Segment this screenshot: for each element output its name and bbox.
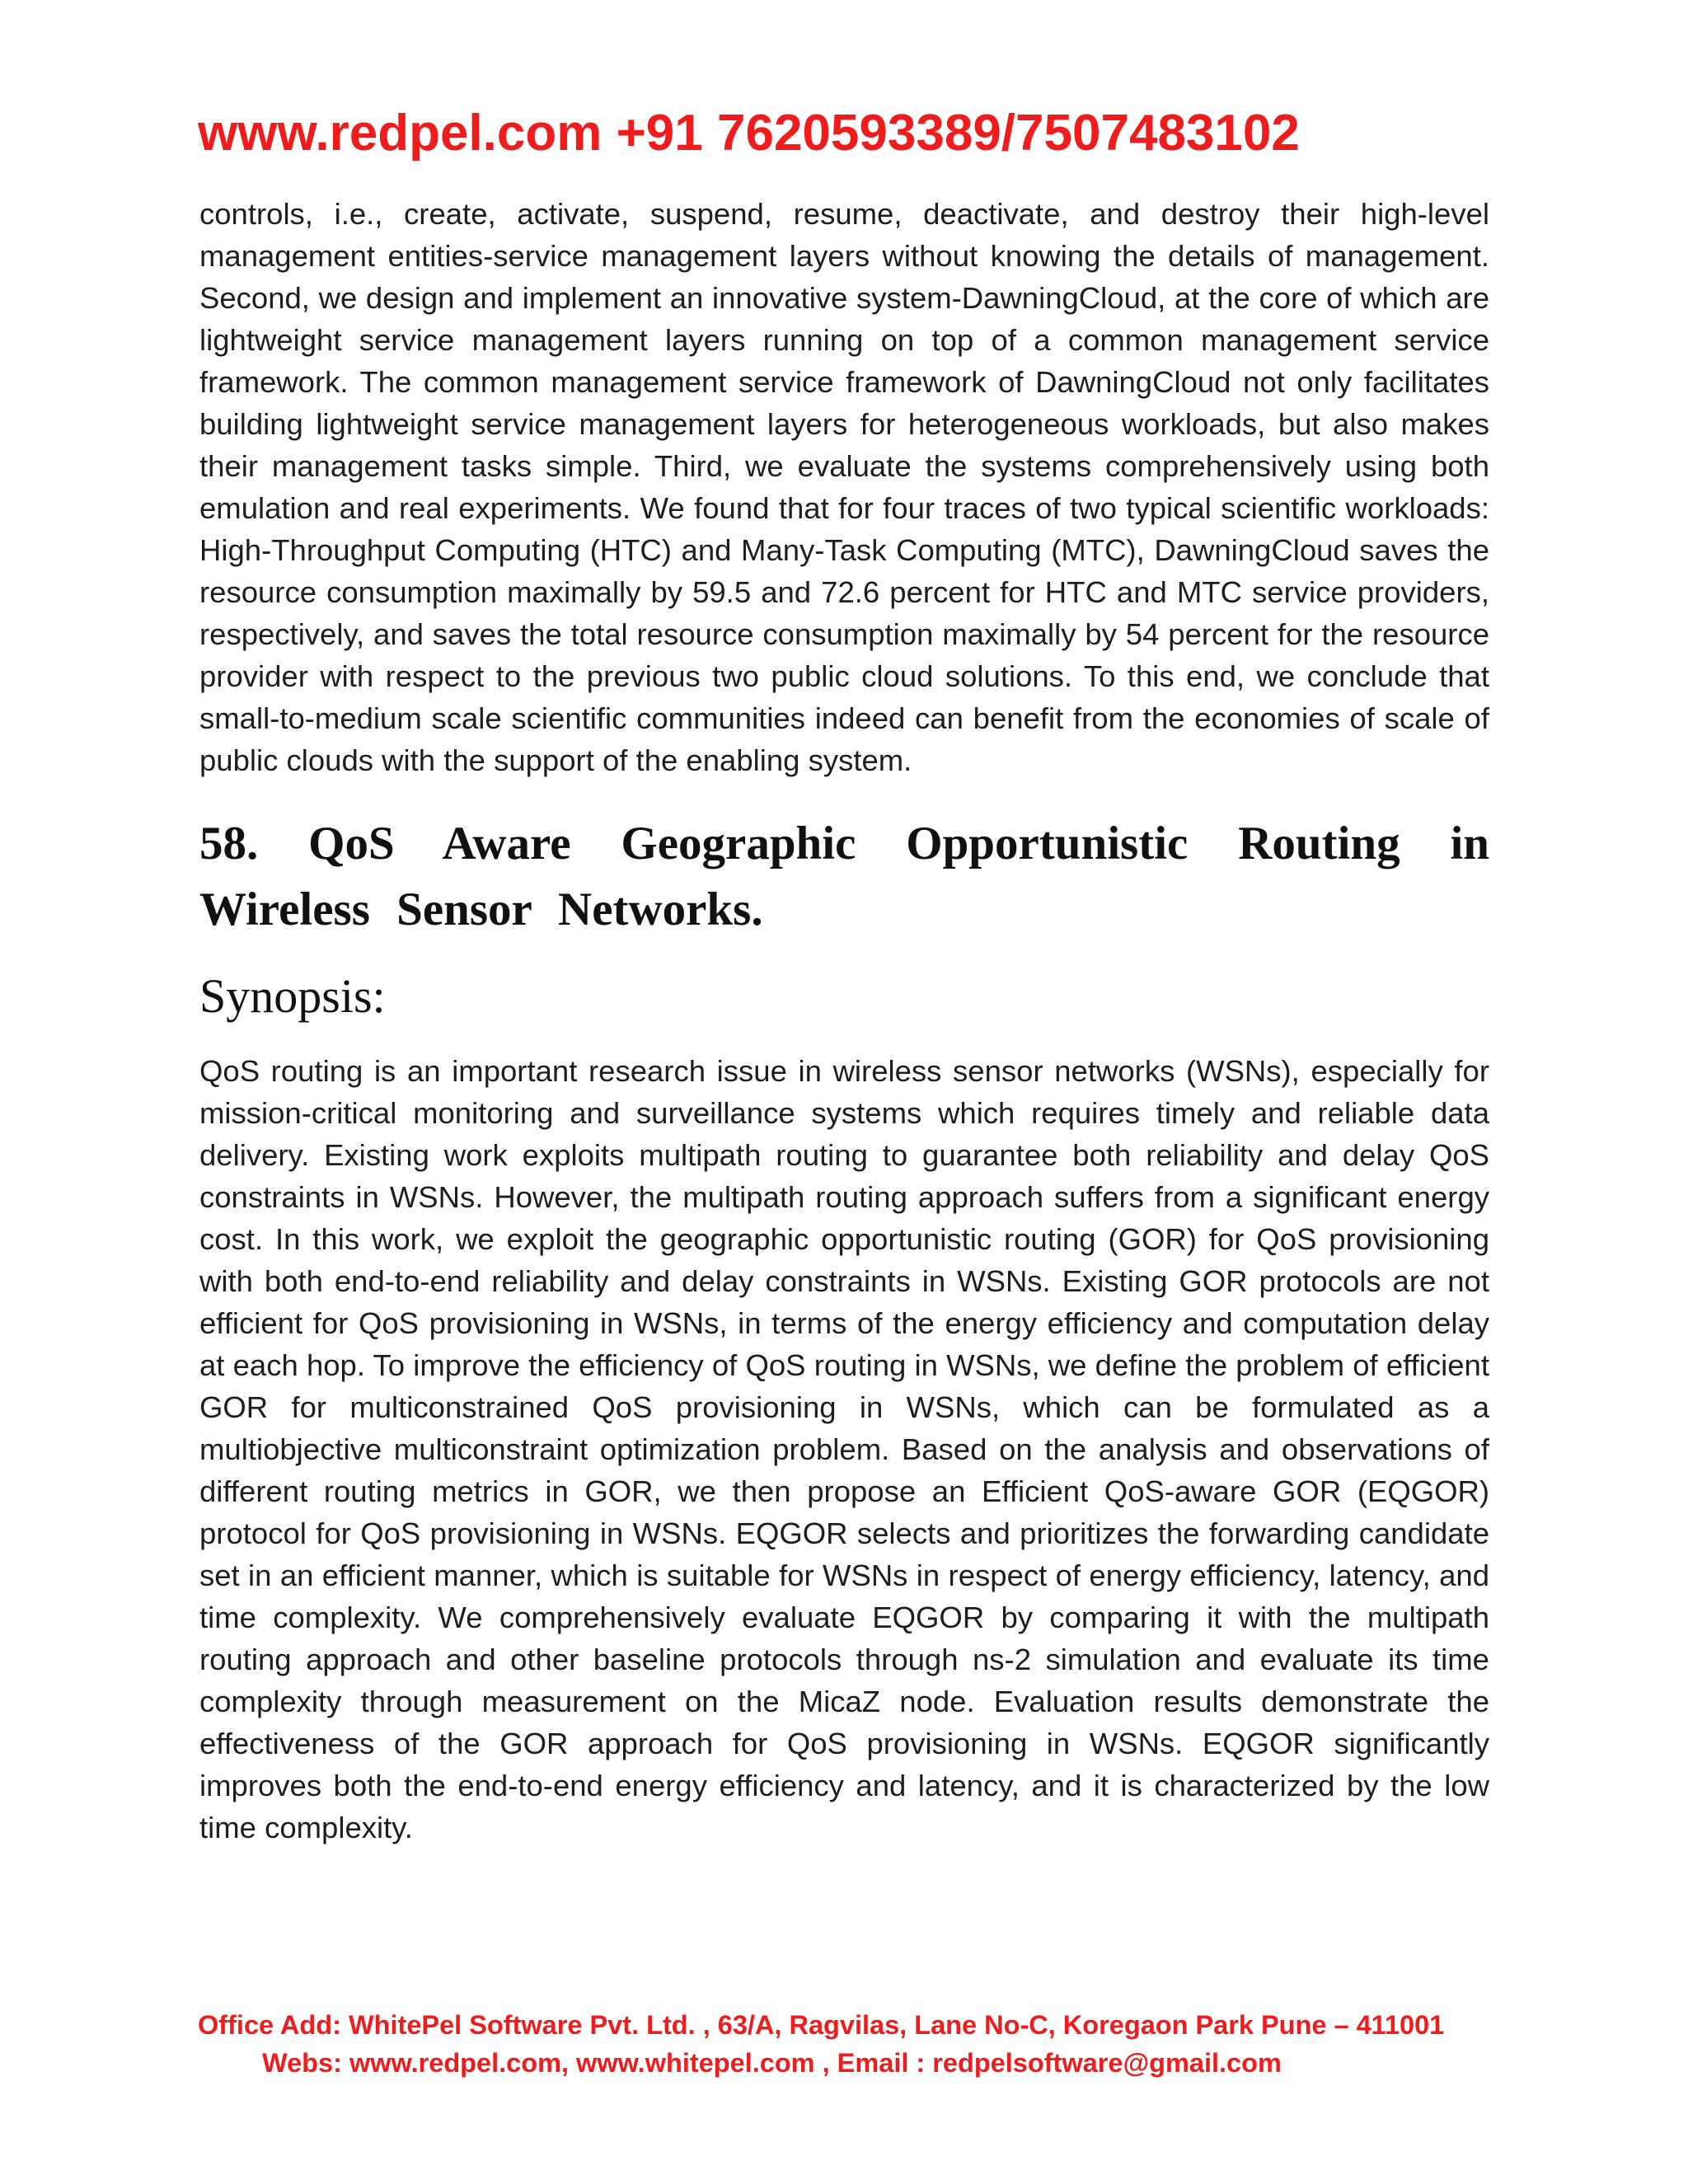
footer-address: Office Add: WhitePel Software Pvt. Ltd. , 63/A, Ragvilas, Lane No-C, Koregaon Park Pune – 411001 [198, 2010, 1445, 2040]
synopsis-heading: Synopsis: [199, 969, 386, 1023]
section-title: 58. QoS Aware Geographic Opportunistic Routing in Wireless Sensor Networks. [199, 818, 1489, 935]
header-contact-line: www.redpel.com +91 7620593389/7507483102 [198, 105, 1300, 162]
intro-paragraph: controls, i.e., create, activate, suspend, resume, deactivate, and destroy their high-level management entities-service management layers without knowing the details of management. Second, we design and implement an innovative system-DawningCloud, at the core of which are lightweight service management layers running on top of a common management service framework. The common management service framework of DawningCloud not only facilitates building lightweight service management layers for heterogeneous workloads, but also makes their management tasks simple. Third, we evaluate the systems comprehensively using both emulation and real experiments. We found that for four traces of two typical scientific workloads: High-Throughput Computing (HTC) and Many-Task Computing (MTC), DawningCloud saves the resource consumption maximally by 59.5 and 72.6 percent for HTC and MTC service providers, respectively, and saves the total resource consumption maximally by 54 percent for the resource provider with respect to the previous two public cloud solutions. To this end, we conclude that small-to-medium scale scientific communities indeed can benefit from the economies of scale of public clouds with the support of the enabling system. [199, 197, 1489, 777]
document-content [199, 193, 1489, 1849]
footer-web-email: Webs: www.redpel.com, www.whitepel.com , Email : redpelsoftware@gmail.com [262, 2048, 1282, 2078]
synopsis-paragraph: QoS routing is an important research issue in wireless sensor networks (WSNs), especially for mission-critical monitoring and surveillance systems which requires timely and reliable data delivery. Existing work exploits multipath routing to guarantee both reliability and delay QoS constraints in WSNs. However, the multipath routing approach suffers from a significant energy cost. In this work, we exploit the geographic opportunistic routing (GOR) for QoS provisioning with both end-to-end reliability and delay constraints in WSNs. Existing GOR protocols are not efficient for QoS provisioning in WSNs, in terms of the energy efficiency and computation delay at each hop. To improve the efficiency of QoS routing in WSNs, we define the problem of efficient GOR for multiconstrained QoS provisioning in WSNs, which can be formulated as a multiobjective multiconstraint optimization problem. Based on the analysis and observations of different routing metrics in GOR, we then propose an Efficient QoS-aware GOR (EQGOR) protocol for QoS provisioning in WSNs. EQGOR selects and prioritizes the forwarding candidate set in an efficient manner, which is suitable for WSNs in respect of energy efficiency, latency, and time complexity. We comprehensively evaluate EQGOR by comparing it with the multipath routing approach and other baseline protocols through ns-2 simulation and evaluate its time complexity through measurement on the MicaZ node. Evaluation results demonstrate the effectiveness of the GOR approach for QoS provisioning in WSNs. EQGOR significantly improves both the end-to-end energy efficiency and latency, and it is characterized by the low time complexity. [199, 1054, 1489, 1844]
